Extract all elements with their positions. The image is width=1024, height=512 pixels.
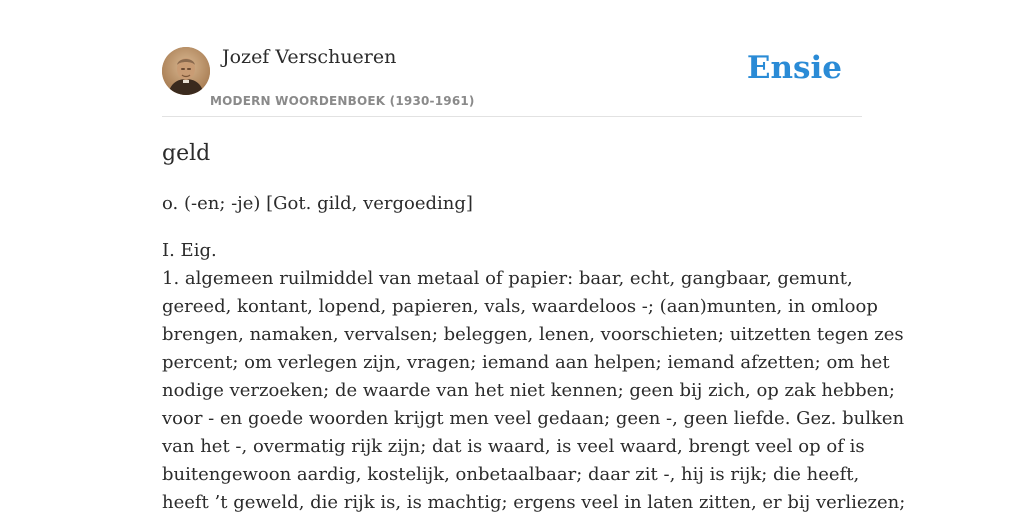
dictionary-source[interactable]: MODERN WOORDENBOEK (1930-1961) xyxy=(210,94,475,108)
author-name[interactable]: Jozef Verschueren xyxy=(222,46,397,68)
author-avatar[interactable] xyxy=(162,47,210,95)
definition-line: voor - en goede woorden krijgt men veel gedaan; geen -, geen liefde. Gez. bulken xyxy=(162,408,905,429)
definition-line: van het -, overmatig rijk zijn; dat is waard, is veel waard, brengt veel op of is xyxy=(162,436,865,457)
sense-label: I. Eig. xyxy=(162,240,217,261)
entry-content xyxy=(162,138,906,512)
definition-line: nodige verzoeken; de waarde van het niet kennen; geen bij zich, op zak hebben; xyxy=(162,380,895,401)
definition-line: percent; om verlegen zijn, vragen; iemand aan helpen; iemand afzetten; om het xyxy=(162,352,890,373)
header xyxy=(162,44,862,117)
entry-grammar: o. (-en; -je) [Got. gild, vergoeding] xyxy=(162,193,473,214)
definition-line: heeft ’t geweld, die rijk is, is machtig; ergens veel in laten zitten, er bij verliezen; xyxy=(162,492,906,512)
entry-headword: geld xyxy=(162,141,211,166)
ensie-logo[interactable]: Ensie xyxy=(746,50,842,86)
definition-line: buitengewoon aardig, kostelijk, onbetaalbaar; daar zit -, hij is rijk; die heeft, xyxy=(162,464,860,485)
definition-line: 1. algemeen ruilmiddel van metaal of papier: baar, echt, gangbaar, gemunt, xyxy=(162,268,853,289)
entry-definition xyxy=(162,265,906,512)
definition-line: brengen, namaken, vervalsen; beleggen, lenen, voorschieten; uitzetten tegen zes xyxy=(162,324,904,345)
definition-line: gereed, kontant, lopend, papieren, vals, waardeloos -; (aan)munten, in omloop xyxy=(162,296,878,317)
author-portrait-image xyxy=(162,47,210,95)
